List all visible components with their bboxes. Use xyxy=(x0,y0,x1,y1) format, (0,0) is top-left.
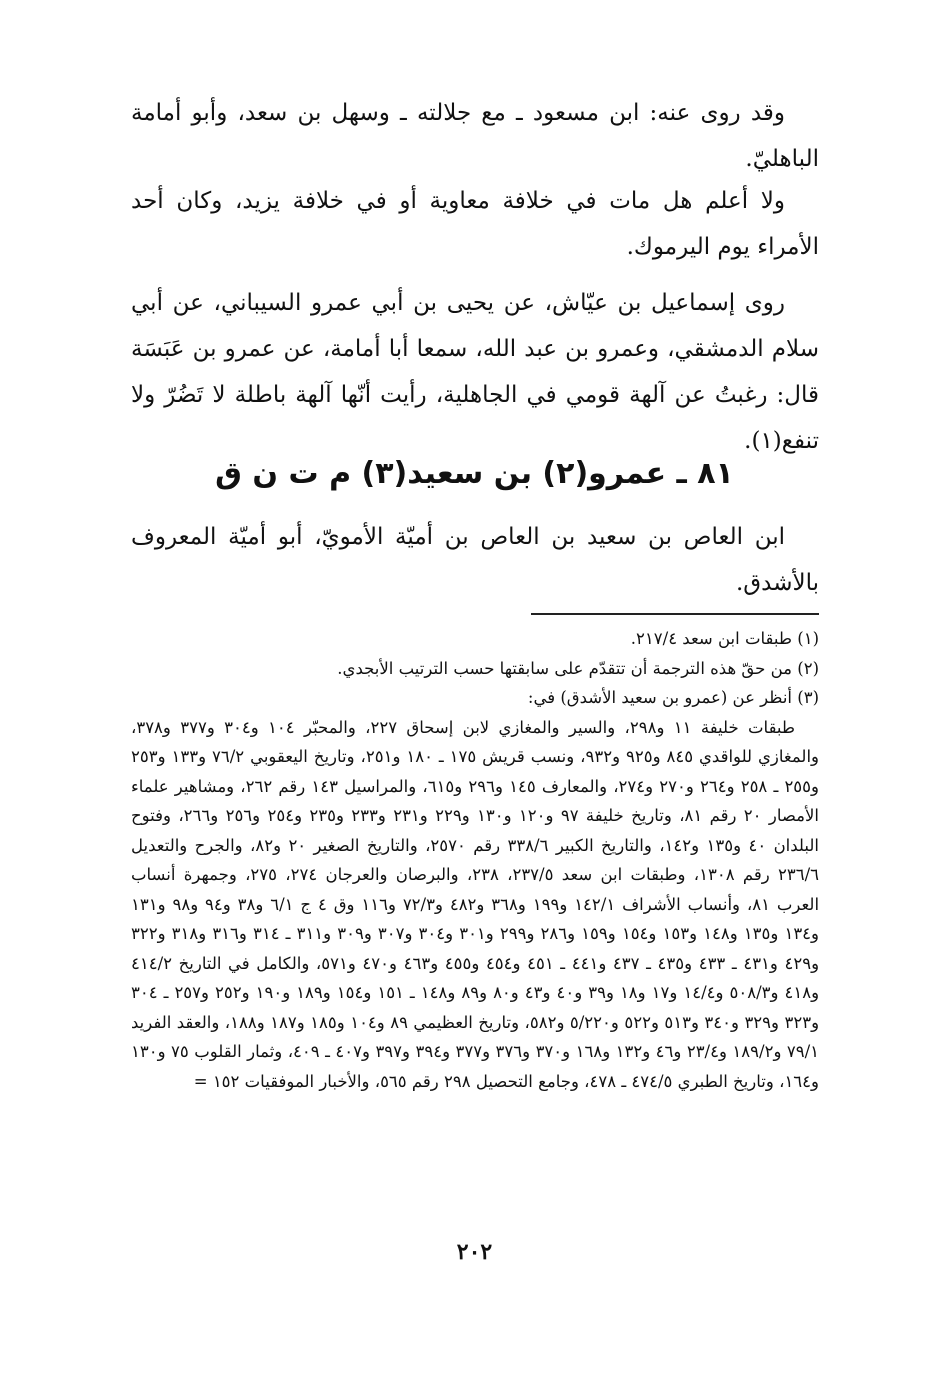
body-paragraph-3-container xyxy=(131,280,819,464)
footnote-separator xyxy=(531,613,819,615)
entry-heading: ٨١ ـ عمرو(٢) بن سعيد(٣) م ت ن ق xyxy=(215,456,734,491)
body-paragraph-2-container xyxy=(131,178,819,270)
body-paragraph-1: وقد روى عنه: ابن مسعود ـ مع جلالته ـ وسهل بن سعد، وأبو أمامة الباهليّ. xyxy=(131,100,819,172)
footnote-3-references: طبقات خليفة ١١ و٢٩٨، والسير والمغازي لابن إسحاق ٢٢٧، والمحبّر ١٠٤ و٣٠٤ و٣٧٧ و٣٧٨، والمغازي للواقدي ٨٤٥ و٩٢٥ و٩٣٢، ونسب قريش ١٧٥ ـ ١٨٠ و٢٥١، وتاريخ اليعقوبي ٧٦/٢ و١٣٣ و٢٥٣ و٢٥٥ ـ ٢٥٨ و٢٦٤ و٢٧٠ و٢٧٤، والمعارف ١٤٥ و٢٩٦ و٦١٥، والمراسيل ١٤٣ رقم ٢٦٢، ومشاهير علماء الأمصار ٢٠ رقم ٨١، وتاريخ خليفة ٩٧ و١٢٠ و١٣٠ و٢٢٩ و٢٣١ و٢٣٣ و٢٣٥ و٢٥٤ و٢٥٦ و٢٦٦، وفتوح البلدان ٤٠ و١٣٥ و١٤٢، والتاريخ الكبير ٣٣٨/٦ رقم ٢٥٧٠، والتاريخ الصغير ٢٠ و٨٢، والجرح والتعديل ٢٣٦/٦ رقم ١٣٠٨، وطبقات ابن سعد ٢٣٧/٥، ٢٣٨، والبرصان والعرجان ٢٧٤، ٢٧٥، وجمهرة أنساب العرب ٨١، وأنساب الأشراف ١٤٢/١ و١٩٩ و٣٦٨ و٤٨٢ و٧٢/٣ و١١٦ وق ٤ ج ٦/١ و٣٨ و٩٤ و٩٨ و١٣١ و١٣٤ و١٣٥ و١٤٨ و١٥٣ و١٥٤ و١٥٩ و٢٨٦ و٢٩٩ و٣٠١ و٣٠٤ و٣٠٧ و٣٠٩ و٣١١ ـ ٣١٤ و٣١٦ و٣١٨ و٣٢٢ و٤٢٩ و٤٣١ ـ ٤٣٣ و٤٣٥ ـ ٤٣٧ و٤٤١ ـ ٤٥١ و٤٥٤ و٤٥٥ و٤٦٣ و٤٧٠ و٥٧١، والكامل في التاريخ ٤١٤/٢ و٤١٨ و٥٠٨/٣ و١٤/٤ و١٧ و١٨ و٣٩ و٤٠ و٤٣ و٨٠ و٨٩ و١٤٨ ـ ١٥١ و١٥٤ و١٨٩ و١٩٠ و٢٥٢ و٢٥٧ ـ ٣٠٤ و٣٢٣ و٣٢٩ و٣٤٠ و٥١٣ و٥٢٢ و٥/٢٢٠ و٥٨٢، وتاريخ العظيمي ٨٩ و١٠٤ و١٨٥ و١٨٧ و١٨٨، والعقد الفريد ٧٩/١ و١٨٩/٢ و٢٣/٤ و٤٦ و١٣٢ و١٦٨ و٣٧٠ و٣٧٦ و٣٧٧ و٣٩٤ و٣٩٧ و٤٠٧ ـ ٤٠٩، وثمار القلوب ٧٥ و١٣٠ و١٦٤، وتاريخ الطبري ٤٧٤/٥ ـ ٤٧٨، وجامع التحصيل ٢٩٨ رقم ٥٦٥، والأخبار الموفقيات ١٥٢ = xyxy=(131,717,820,1091)
footnote-2: (٢) من حقّ هذه الترجمة أن تتقدّم على سابقتها حسب الترتيب الأبجدي. xyxy=(337,658,819,678)
body-paragraph-2: ولا أعلم هل مات في خلافة معاوية أو في خلافة يزيد، وكان أحد الأمراء يوم اليرموك. xyxy=(131,188,819,260)
footnote-1: (١) طبقات ابن سعد ٢١٧/٤. xyxy=(630,629,819,648)
body-paragraph-4: ابن العاص بن سعيد بن العاص بن أميّة الأمويّ، أبو أميّة المعروف بالأشدق. xyxy=(131,524,819,596)
page-number: ٢٠٢ xyxy=(456,1239,493,1265)
body-paragraph-1-container xyxy=(131,90,819,182)
body-paragraph-4-container xyxy=(131,514,819,606)
body-paragraph-3: روى إسماعيل بن عيّاش، عن يحيى بن أبي عمرو السيباني، عن أبي سلام الدمشقي، وعمرو بن عبد الله، سمعا أبا أمامة، عن عمرو بن عَبَسَة قال: رغبتُ عن آلهة قومي في الجاهلية، رأيت أنّها آلهة باطلة لا تَضُرّ ولا تنفع(١). xyxy=(131,290,819,454)
footnotes xyxy=(131,624,819,1096)
footnote-3: (٣) أنظر عن (عمرو بن سعيد الأشدق) في: xyxy=(527,688,819,707)
